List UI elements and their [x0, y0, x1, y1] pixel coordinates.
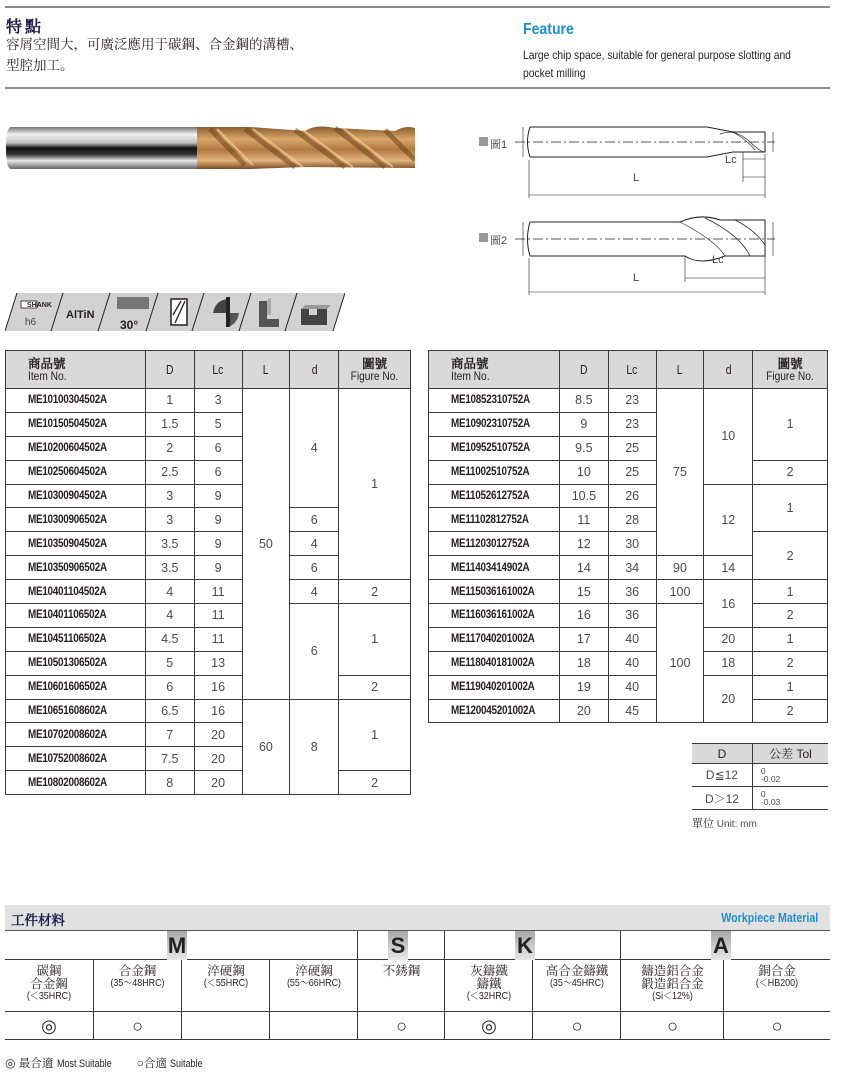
value-cell: 18 [559, 651, 608, 675]
value-cell: 26 [608, 484, 656, 508]
col-L-header: L [677, 362, 683, 377]
d-cell: 6 [290, 556, 339, 580]
item-code-cell: ME10100304502A [6, 389, 146, 413]
item-code-cell: ME10250604502A [6, 460, 146, 484]
value-cell: 9 [194, 532, 242, 556]
table-row [429, 580, 828, 604]
value-cell: 23 [608, 389, 656, 413]
col-d-header: d [311, 362, 318, 377]
value-cell: 11 [559, 508, 608, 532]
value-cell: 4.5 [145, 627, 194, 651]
d-cell: 4 [290, 580, 339, 604]
item-code-cell: ME10200604502A [6, 436, 146, 460]
value-cell: 20 [194, 771, 242, 795]
table-row [6, 771, 411, 795]
material-high-alloy-cast-iron: 高合金鑄鐵 (35～45HRC) [533, 960, 621, 1012]
table-row [429, 389, 828, 413]
value-cell: 2 [145, 436, 194, 460]
figure-cell: 1 [339, 389, 411, 580]
value-cell: 3 [145, 484, 194, 508]
suitability-none [270, 1012, 358, 1040]
material-hardened-steel-55: 淬硬鋼 (＜55HRC) [182, 960, 270, 1012]
table-row [6, 699, 411, 723]
figure-cell: 2 [339, 675, 411, 699]
value-cell: 16 [194, 675, 242, 699]
material-hardened-steel-66: 淬硬鋼 (55～66HRC) [270, 960, 358, 1012]
value-cell: 2.5 [145, 460, 194, 484]
figure-cell: 1 [753, 627, 828, 651]
value-cell: 13 [194, 651, 242, 675]
item-no-header-zh: 商品號 [451, 355, 489, 371]
value-cell: 15 [559, 580, 608, 604]
figure-header-en: Figure No. [350, 368, 399, 383]
table-row [6, 580, 411, 604]
value-cell: 3.5 [145, 532, 194, 556]
value-cell: 36 [608, 604, 656, 628]
table-row [429, 699, 828, 723]
workpiece-title-zh: 工件材料 [11, 913, 65, 929]
item-code-cell: ME10451106502A [6, 627, 146, 651]
figure-cell: 1 [339, 699, 411, 771]
value-cell: 6 [194, 460, 242, 484]
d-cell: 8 [290, 699, 339, 795]
value-cell: 9.5 [559, 436, 608, 460]
item-code-cell: ME117040201002A [429, 627, 560, 651]
unit-note: 單位 Unit: mm [692, 817, 757, 830]
material-gray-cast-iron: 灰鑄鐵 鑄鐵 (＜32HRC) [445, 960, 533, 1012]
value-cell: 28 [608, 508, 656, 532]
figure-cell: 2 [339, 771, 411, 795]
value-cell: 4 [145, 604, 194, 628]
d-cell: 12 [704, 484, 753, 556]
end-mill-photo [5, 125, 415, 171]
workpiece-header [5, 905, 830, 931]
d-cell: 4 [290, 389, 339, 508]
L-cell: 75 [656, 389, 704, 556]
table-row [429, 651, 828, 675]
value-cell: 6 [194, 436, 242, 460]
side-milling-icon [262, 298, 263, 299]
item-code-cell: ME10300904502A [6, 484, 146, 508]
item-code-cell: ME10350904502A [6, 532, 146, 556]
item-code-cell: ME10902310752A [429, 412, 560, 436]
table-row [429, 532, 828, 556]
L-cell: 50 [242, 389, 290, 700]
suitability-most-icon: ◎ [445, 1012, 533, 1040]
item-code-cell: ME10952510752A [429, 436, 560, 460]
group-S: S [358, 931, 445, 960]
table-header-row [429, 351, 828, 389]
value-cell: 45 [608, 699, 656, 723]
d-cell: 6 [290, 604, 339, 700]
suitability-ok-icon: ○ [724, 1012, 830, 1040]
end-cut-icon [215, 298, 216, 299]
figure-cell: 1 [753, 580, 828, 604]
value-cell: 36 [608, 580, 656, 604]
figure-cell: 2 [753, 699, 828, 723]
d-cell: 20 [704, 675, 753, 723]
item-code-cell: ME10651608602A [6, 699, 146, 723]
group-K: K [445, 931, 621, 960]
col-Lc-header: Lc [626, 362, 638, 377]
figure-cell: 1 [753, 675, 828, 699]
value-cell: 9 [194, 508, 242, 532]
item-code-cell: ME11403414902A [429, 556, 560, 580]
item-code-cell: ME11002510752A [429, 460, 560, 484]
table-row [429, 484, 828, 508]
value-cell: 20 [559, 699, 608, 723]
value-cell: 10 [559, 460, 608, 484]
value-cell: 40 [608, 627, 656, 651]
value-cell: 25 [608, 436, 656, 460]
item-code-cell: ME120045201002A [429, 699, 560, 723]
value-cell: 9 [194, 556, 242, 580]
shank-label: SHANK [27, 302, 52, 309]
figure-1-label: 圖1 [490, 139, 508, 151]
feature-text-zh-1: 容屑空間大，可廣泛應用于碳鋼、合金鋼的溝槽、 [6, 37, 303, 53]
item-code-cell: ME10401106502A [6, 604, 146, 628]
item-code-cell: ME10350906502A [6, 556, 146, 580]
tol-row: D＞12 0 -0.03 [692, 787, 828, 810]
figure-header-zh: 圖號 [362, 355, 388, 371]
d-cell: 18 [704, 651, 753, 675]
most-suitable-icon: ◎ [5, 1056, 16, 1070]
item-code-cell: ME10401104502A [6, 580, 146, 604]
value-cell: 1 [145, 389, 194, 413]
value-cell: 20 [194, 747, 242, 771]
L-cell: 100 [656, 580, 704, 604]
figure-cell: 2 [753, 532, 828, 580]
value-cell: 20 [194, 723, 242, 747]
table-header-row [6, 351, 411, 389]
item-code-cell: ME10501306502A [6, 651, 146, 675]
value-cell: 10.5 [559, 484, 608, 508]
item-code-cell: ME10802008602A [6, 771, 146, 795]
helix-30-icon: 30° [120, 318, 139, 332]
item-code-cell: ME11052612752A [429, 484, 560, 508]
item-code-cell: ME10300906502A [6, 508, 146, 532]
value-cell: 3 [145, 508, 194, 532]
col-d-header: d [725, 362, 732, 377]
value-cell: 12 [559, 532, 608, 556]
figure-cell: 2 [339, 580, 411, 604]
col-D-header: D [580, 362, 588, 377]
suitability-ok-icon: ○ [533, 1012, 621, 1040]
fig1-l-label: L [633, 172, 640, 184]
figure-cell: 2 [753, 460, 828, 484]
item-no-header-zh: 商品號 [28, 355, 66, 371]
material-carbon-steel: 碳鋼 合金鋼 (＜35HRC) [5, 960, 93, 1012]
value-cell: 30 [608, 532, 656, 556]
item-code-cell: ME10601606502A [6, 675, 146, 699]
value-cell: 1.5 [145, 412, 194, 436]
col-L-header: L [263, 362, 269, 377]
d-cell: 10 [704, 389, 753, 485]
tol-col-tol: 公差 Tol [752, 744, 828, 764]
slotting-icon [305, 298, 306, 299]
value-cell: 11 [194, 580, 242, 604]
col-Lc-header: Lc [212, 362, 224, 377]
two-flute-icon [170, 298, 171, 299]
item-code-cell: ME11203012752A [429, 532, 560, 556]
figure-cell: 2 [753, 651, 828, 675]
item-code-cell: ME116036161002A [429, 604, 560, 628]
material-stainless-steel: 不銹鋼 [358, 960, 445, 1012]
shank-h6-icon: h6 [25, 317, 37, 328]
suitability-ok-icon: ○ [93, 1012, 182, 1040]
value-cell: 3 [194, 389, 242, 413]
tol-col-D: D [692, 744, 752, 764]
table-row [429, 627, 828, 651]
value-cell: 25 [608, 460, 656, 484]
suitability-most-icon: ◎ [5, 1012, 93, 1040]
value-cell: 8 [145, 771, 194, 795]
figure-header-zh: 圖號 [777, 355, 803, 371]
value-cell: 7 [145, 723, 194, 747]
d-cell: 16 [704, 580, 753, 628]
value-cell: 19 [559, 675, 608, 699]
value-cell: 9 [194, 484, 242, 508]
table-row [429, 604, 828, 628]
d-cell: 6 [290, 508, 339, 532]
item-code-cell: ME11102812752A [429, 508, 560, 532]
value-cell: 23 [608, 412, 656, 436]
value-cell: 9 [559, 412, 608, 436]
item-no-header-en: Item No. [28, 368, 67, 383]
group-M: M [5, 931, 358, 960]
value-cell: 17 [559, 627, 608, 651]
tolerance-table [692, 743, 828, 810]
value-cell: 8.5 [559, 389, 608, 413]
feature-text-zh-2: 型腔加工。 [6, 58, 74, 74]
spec-table-right [428, 350, 828, 723]
value-cell: 3.5 [145, 556, 194, 580]
d-cell: 14 [704, 556, 753, 580]
value-cell: 6.5 [145, 699, 194, 723]
dimension-diagrams [475, 120, 775, 295]
workpiece-title-en: Workpiece Material [721, 910, 818, 925]
feature-title-en: Feature [523, 21, 574, 38]
feature-title-zh: 特點 [6, 17, 45, 36]
value-cell: 5 [145, 651, 194, 675]
table-row [6, 675, 411, 699]
tol-row: D≦12 0 -0.02 [692, 764, 828, 787]
value-cell: 7.5 [145, 747, 194, 771]
d-cell: 20 [704, 627, 753, 651]
material-copper-alloy: 銅合金 (＜HB200) [724, 960, 830, 1012]
material-aluminum-alloy: 鑄造鋁合金 鍛造鋁合金 (Si＜12%) [621, 960, 724, 1012]
suitability-ok-icon: ○ [358, 1012, 445, 1040]
table-row [6, 389, 411, 413]
item-code-cell: ME10702008602A [6, 723, 146, 747]
suitable-icon: ○ [136, 1056, 144, 1070]
feature-icon-strip [5, 293, 345, 331]
L-cell: 90 [656, 556, 704, 580]
item-code-cell: ME10852310752A [429, 389, 560, 413]
d-cell: 4 [290, 532, 339, 556]
value-cell: 5 [194, 412, 242, 436]
feature-text-en-1: Large chip space, suitable for general purpose slotting and [523, 48, 791, 62]
item-code-cell: ME115036161002A [429, 580, 560, 604]
col-D-header: D [166, 362, 174, 377]
figure-2-label: 圖2 [490, 235, 508, 247]
item-code-cell: ME118040181002A [429, 651, 560, 675]
value-cell: 4 [145, 580, 194, 604]
coating-altin-icon: AlTiN [66, 309, 95, 321]
value-cell: 16 [559, 604, 608, 628]
value-cell: 40 [608, 675, 656, 699]
value-cell: 16 [194, 699, 242, 723]
value-cell: 34 [608, 556, 656, 580]
figure-header-en: Figure No. [766, 368, 814, 383]
table-row [6, 604, 411, 628]
table-row [429, 460, 828, 484]
L-cell: 60 [242, 699, 290, 795]
fig2-lc-label: Lc [712, 254, 724, 266]
value-cell: 6 [145, 675, 194, 699]
figure-cell: 1 [339, 604, 411, 676]
feature-divider [5, 87, 830, 89]
table-row [429, 675, 828, 699]
figure-cell: 2 [753, 604, 828, 628]
spec-table-left [5, 350, 411, 795]
value-cell: 11 [194, 604, 242, 628]
figure-cell: 1 [753, 389, 828, 461]
item-code-cell: ME10150504502A [6, 412, 146, 436]
group-A: A [621, 931, 830, 960]
suitability-legend: ◎ 最合適 Most Suitable ○合適 Suitable [5, 1056, 203, 1070]
item-no-header-en: Item No. [451, 368, 490, 383]
suitability-ok-icon: ○ [621, 1012, 724, 1040]
fig1-lc-label: Lc [725, 154, 737, 166]
item-code-cell: ME10752008602A [6, 747, 146, 771]
value-cell: 11 [194, 627, 242, 651]
value-cell: 14 [559, 556, 608, 580]
value-cell: 40 [608, 651, 656, 675]
suitability-none [182, 1012, 270, 1040]
fig2-l-label: L [633, 272, 640, 284]
material-alloy-steel: 合金鋼 (35～48HRC) [93, 960, 182, 1012]
L-cell: 100 [656, 604, 704, 723]
top-divider [5, 6, 830, 8]
item-code-cell: ME119040201002A [429, 675, 560, 699]
figure-cell: 1 [753, 484, 828, 532]
feature-text-en-2: pocket milling [523, 66, 586, 80]
